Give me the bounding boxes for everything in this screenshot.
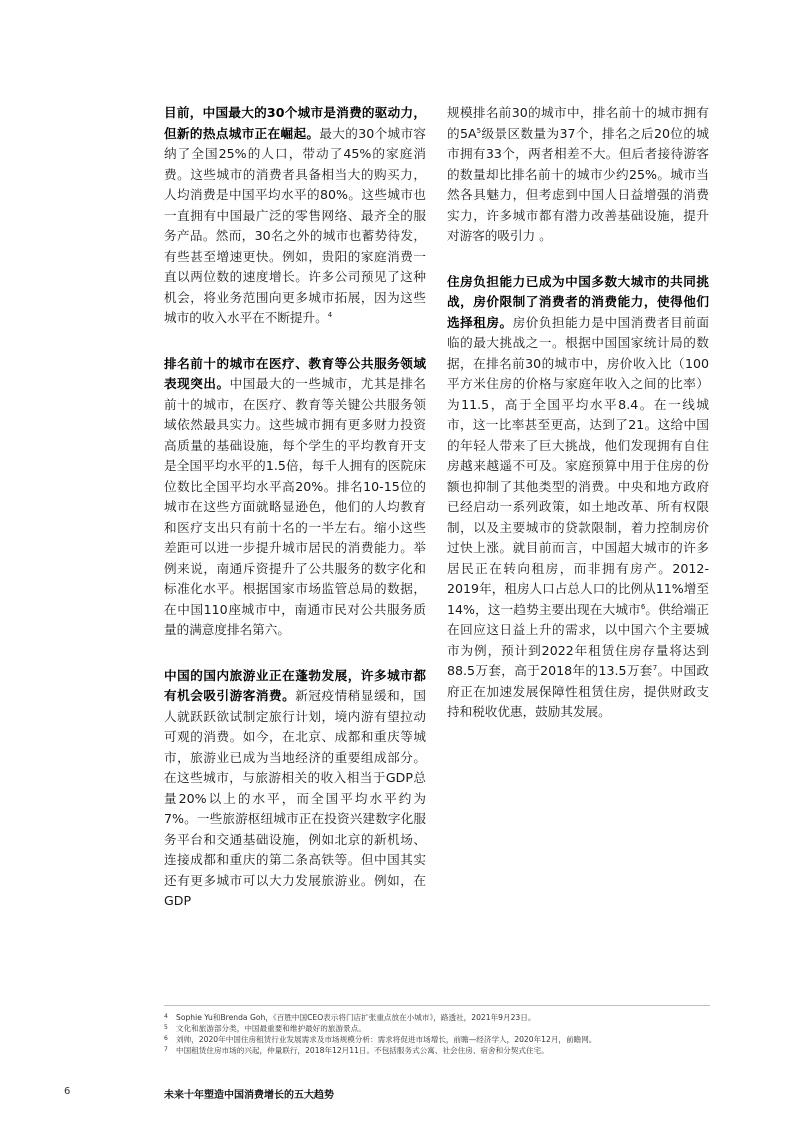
footnote-ref-6[interactable]: 6	[640, 602, 646, 611]
footnote-text: 文化和旅游部分类，中国最重要和维护最好的旅游景点。	[176, 1024, 366, 1033]
footnote-number: 5	[164, 1024, 168, 1031]
footnote-item	[164, 1034, 710, 1045]
left-column	[164, 103, 426, 937]
footnotes	[164, 1005, 710, 1056]
paragraph-body: 规模排名前30的城市中，排名前十的城市拥有的5A	[447, 105, 709, 141]
footnote-ref-7[interactable]: 7	[652, 663, 658, 672]
footnote-text: 中国租赁住房市场的兴起，仲量联行，2018年12月11日。不包括服务式公寓、社会住房、宿舍和分契式住宅。	[176, 1046, 549, 1055]
footnote-text: 刘帅，2020年中国住房租赁行业发展需求及市场规模分析：需求将促进市场增长，前瞻—经济学人，2020年12月，前瞻网。	[176, 1035, 597, 1044]
paragraph-housing	[447, 272, 709, 723]
paragraph-body: 最大的30个城市容纳了全国25%的人口，带动了45%的家庭消费。这些城市的消费者具备相当大的购买力，人均消费是中国平均水平的80%。这些城市也一直拥有中国最广泛的零售网络、最齐全的服务产品。然而，30名之外的城市也蓄势待发，有些甚至增速更快。例如，贵阳的家庭消费一直以两位数的速度增长。许多公司预见了这种机会，将业务范围向更多城市拓展，因为这些城市的收入水平在不断提升。	[164, 125, 427, 325]
paragraph-tourism-continued	[447, 103, 709, 247]
footnote-item	[164, 1045, 710, 1056]
paragraph-body: 中国最大的一些城市，尤其是排名前十的城市，在医疗、教育等关键公共服务领域依然最具实力。这些城市拥有更多财力投资高质量的基础设施，每个学生的平均教育开支是全国平均水平的1.5倍，每千人拥有的医院床位数比全国平均水平高20%。排名10-15位的城市在这些方面就略显逊色，他们的人均教育和医疗支出只有前十名的一半左右。缩小这些差距可以进一步提升城市居民的消费能力。举例来说，南通斥资提升了公共服务的数字化和标准化水平。根据国家市场监管总局的数据，在中国110座城市中，南通市民对公共服务质量的满意度排名第六。	[164, 376, 427, 637]
right-column	[447, 103, 709, 748]
footnote-item	[164, 1012, 710, 1023]
footer-title: 未来十年塑造中国消费增长的五大趋势	[164, 1090, 334, 1101]
paragraph-lead: 目前，中国最大的30个城市是消费的驱动力，但新的热点城市正在崛起。	[164, 105, 426, 141]
paragraph-lead: 中国的国内旅游业正在蓬勃发展，许多城市都有机会吸引游客消费。	[164, 667, 426, 703]
paragraph-body: 级景区数量为37个，排名之后20位的城市拥有33个，两者相差不大。但后者接待游客的数量却比排名前十的城市少约25%。城市当然各具魅力，但考虑到中国人日益增强的消费实力，许多城市都有潜力改善基础设施，提升对游客的吸引力 。	[447, 125, 709, 243]
paragraph-lead: 排名前十的城市在医疗、教育等公共服务领域表现突出。	[164, 355, 426, 391]
footnote-number: 6	[164, 1035, 168, 1042]
paragraph-public-services	[164, 354, 426, 641]
paragraph-domestic-tourism	[164, 666, 426, 912]
paragraph-body: 新冠疫情稍显缓和，国人就跃跃欲试制定旅行计划，境内游有望拉动可观的消费。如今，在北京、成都和重庆等城市，旅游业已成为当地经济的重要组成部分。在这些城市，与旅游相关的收入相当于GDP总量20%以上的水平，而全国平均水平约为7%。一些旅游枢纽城市正在投资兴建数字化服务平台和交通基础设施，例如北京的新机场、连接成都和重庆的第二条高铁等。但中国其实还有更多城市可以大力发展旅游业。例如，在GDP	[164, 688, 427, 908]
footnote-number: 4	[164, 1013, 168, 1020]
paragraph-body: 。供给端正在回应这日益上升的需求，以中国六个主要城市为例，预计到2022年租赁住房存量将达到88.5万套，高于2018年的13.5万套	[447, 601, 709, 678]
page-number: 6	[64, 1086, 71, 1097]
paragraph-lead: 住房负担能力已成为中国多数大城市的共同挑战，房价限制了消费者的消费能力，使得他们选择租房。	[447, 273, 709, 330]
footnote-ref-5[interactable]: 5	[476, 126, 482, 135]
footnote-item	[164, 1023, 710, 1034]
footnote-text: Sophie Yu和Brenda Goh，《百胜中国CEO表示将门店扩张重点放在小城市》，路透社，2021年9月23日。	[176, 1013, 536, 1022]
paragraph-top-30-cities	[164, 103, 426, 329]
footnote-number: 7	[164, 1046, 168, 1053]
paragraph-body: 房价负担能力是中国消费者目前面临的最大挑战之一。根据中国国家统计局的数据，在排名前30的城市中，房价收入比（100平方米住房的价格与家庭年收入之间的比率）为11.5，高于全国平均水平8.4。在一线城市，这一比率甚至更高，达到了21。这给中国的年轻人带来了巨大挑战，他们发现拥有自住房越来越遥不可及。家庭预算中用于住房的份额也抑制了其他类型的消费。中央和地方政府已经启动一系列政策，如土地改革、所有权限制，以及主要城市的贷款限制，着力控制房价过快上涨。就目前而言，中国超大城市的许多居民正在转向租房，而非拥有房产。2012-2019年，租房人口占总人口的比例从11%增至14%，这一趋势主要出现在大城市	[447, 314, 710, 617]
footnote-ref-4[interactable]: 4	[327, 310, 333, 319]
paragraph-body: 。中国政府正在加速发展保障性租赁住房，提供财政支持和税收优惠，鼓励其发展。	[447, 663, 709, 719]
